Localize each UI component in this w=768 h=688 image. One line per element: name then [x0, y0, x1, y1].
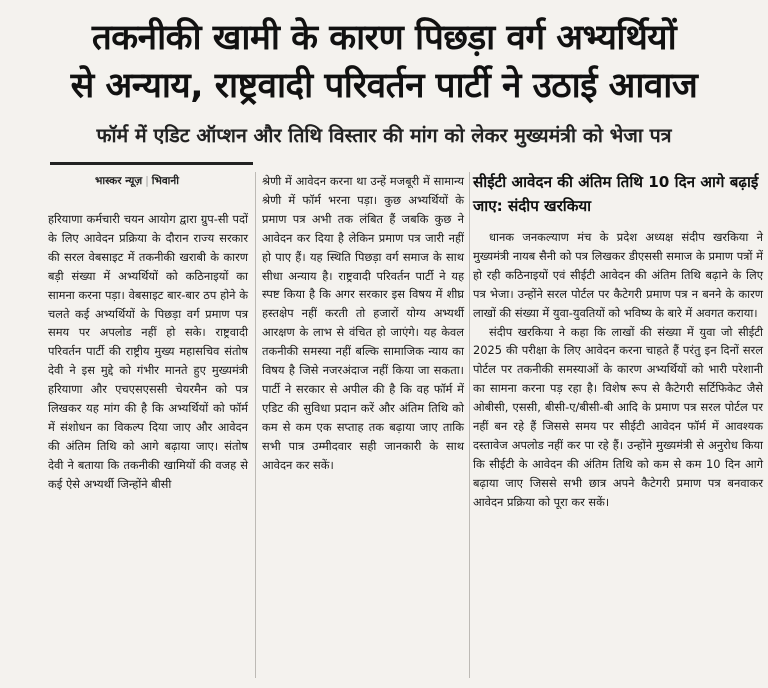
column-divider-1: [255, 172, 256, 678]
sidebar-story-headline: सीईटी आवेदन की अंतिम तिथि 10 दिन आगे बढ़ाई जाए: संदीप खरकिया: [473, 173, 759, 215]
article-column-2: [262, 172, 464, 475]
column-1-text: हरियाणा कर्मचारी चयन आयोग द्वारा ग्रुप-सी पदों के लिए आवेदन प्रक्रिया के दौरान राज्य सरकार की सरल वेबसाइट में तकनीकी खराबी के कारण बड़ी संख्या में अभ्यर्थियों को कठिनाइयों का सामना करना पड़ा। वेबसाइट बार-बार ठप होने के चलते कई अभ्यर्थियों के पिछड़ा वर्ग प्रमाण पत्र समय पर अपलोड नहीं हो सके। राष्ट्रवादी परिवर्तन पार्टी की राष्ट्रीय मुख्य महासचिव संतोष देवी ने इस मुद्दे को गंभीर मानते हुए मुख्यमंत्री हरियाणा और एचएसएससी चेयरमैन को पत्र लिखकर यह मांग की है कि अभ्यर्थियों को फॉर्म में संशोधन का विकल्प दिया जाए और आवेदन की अंतिम तिथि को आगे बढ़ाया जाए। संतोष देवी ने बताया कि तकनीकी खामियों की वजह से कई ऐसे अभ्यर्थी जिन्होंने बीसी: [48, 212, 248, 491]
sidebar-story-paragraph-2: संदीप खरकिया ने कहा कि लाखों की संख्या में युवा जो सीईटी 2025 की परीक्षा के लिए आवेदन करना चाहते हैं परंतु इन दिनों सरल पोर्टल पर तकनीकी समस्याओं के कारण अभ्यर्थियों को भारी परेशानी का सामना करना पड़ रहा है। विशेष रूप से कैटेगरी सर्टिफिकेट जैसे ओबीसी, एससी, बीसी-ए/बीसी-बी आदि के प्रमाण पत्र सरल पोर्टल पर नहीं बन रहे हैं जिससे समय पर सीईटी आवेदन फॉर्म में आवश्यक दस्तावेज अपलोड नहीं कर पा रहे हैं। उन्होंने मुख्यमंत्री से अनुरोध किया कि सीईटी के आवेदन की अंतिम तिथि को कम से कम 10 दिन आगे बढ़ाया जाए जिससे सभी छात्र अपने कैटेगरी प्रमाण पत्र बनवाकर आवेदन प्रक्रिया को पूरा कर सकें।: [473, 324, 763, 509]
byline-rule: [50, 162, 253, 165]
byline-source: भास्कर न्यूज़: [95, 175, 143, 187]
sidebar-story-body: [473, 228, 763, 512]
headline-line-2: से अन्याय, राष्ट्रवादी परिवर्तन पार्टी ने उठाई आवाज: [70, 66, 698, 106]
byline: [95, 174, 245, 188]
article-subheadline: फॉर्म में एडिट ऑप्शन और तिथि विस्तार की मांग को लेकर मुख्यमंत्री को भेजा पत्र: [96, 124, 672, 147]
byline-separator: |: [145, 175, 149, 187]
column-divider-2: [469, 172, 470, 678]
article-column-1: [48, 210, 248, 494]
column-2-text: श्रेणी में आवेदन करना था उन्हें मजबूरी में सामान्य श्रेणी में फॉर्म भरना पड़ा। कुछ अभ्यर्थियों के प्रमाण पत्र अभी तक लंबित हैं जबकि कुछ ने आवेदन कर दिया है लेकिन प्रमाण पत्र जारी नहीं हो पाए हैं। यह स्थिति पिछड़ा वर्ग समाज के साथ सीधा अन्याय है। राष्ट्रवादी परिवर्तन पार्टी ने यह स्पष्ट किया है कि अगर सरकार इस विषय में शीघ्र हस्तक्षेप नहीं करती तो हजारों योग्य अभ्यर्थी आरक्षण के लाभ से वंचित हो जाएंगे। यह केवल तकनीकी समस्या नहीं बल्कि सामाजिक न्याय का विषय है जिसे नजरअंदाज नहीं किया जा सकता। पार्टी ने सरकार से अपील की है कि वह फॉर्म में एडिट की सुविधा प्रदान करें और अंतिम तिथि को कम से कम एक सप्ताह तक बढ़ाया जाए ताकि सभी पात्र उम्मीदवार सही जानकारी के साथ आवेदन कर सकें।: [262, 174, 464, 472]
byline-place: भिवानी: [151, 175, 179, 187]
sidebar-story-paragraph-1: धानक जनकल्याण मंच के प्रदेश अध्यक्ष संदीप खरकिया ने मुख्यमंत्री नायब सैनी को पत्र लिखकर डीएससी समाज के प्रमाण पत्रों में हो रही कठिनाइयों एवं सीईटी आवेदन की अंतिम तिथि बढ़ाने के लिए पत्र भेजा। उन्होंने सरल पोर्टल पर कैटेगरी प्रमाण पत्र न बनने के कारण लाखों की संख्या में युवा-युवतियों को भविष्य के बारे में अवगत कराया।: [473, 230, 763, 320]
headline-line-1: तकनीकी खामी के कारण पिछड़ा वर्ग अभ्यर्थियों: [91, 18, 677, 58]
article-headline: [0, 14, 768, 110]
